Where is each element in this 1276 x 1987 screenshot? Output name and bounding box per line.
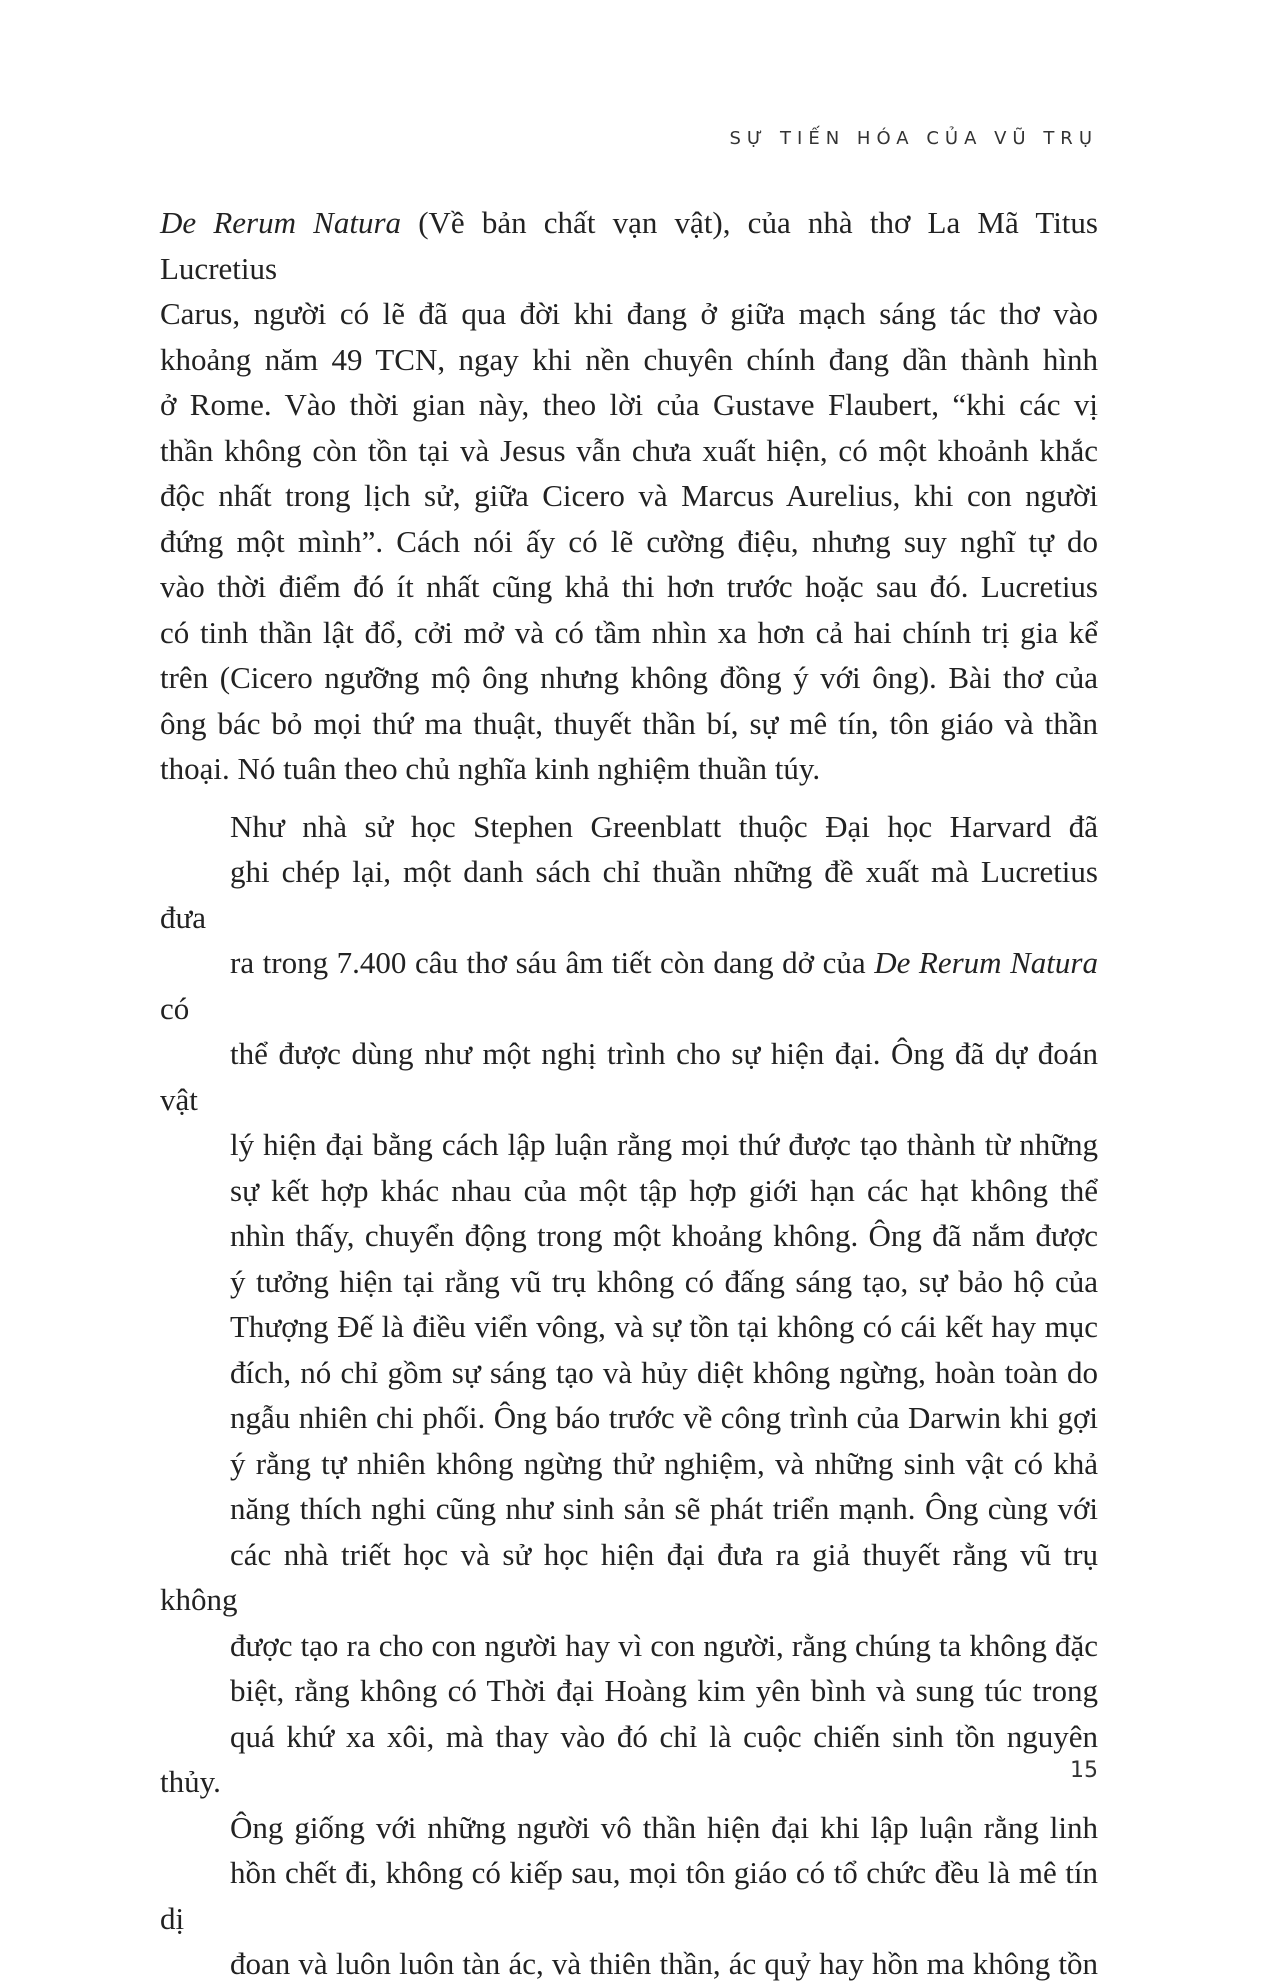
text-line: nhìn thấy, chuyển động trong một khoảng không. Ông đã nắm được xyxy=(230,1218,1098,1253)
text-line: Thượng Đế là điều viển vông, và sự tồn tại không có cái kết hay mục xyxy=(230,1309,1098,1344)
text-line: thần không còn tồn tại và Jesus vẫn chưa xuất hiện, có một khoảnh khắc xyxy=(160,432,1098,468)
text-line: ở Rome. Vào thời gian này, theo lời của Gustave Flaubert, “khi các vị xyxy=(160,387,1098,422)
text-line: độc nhất trong lịch sử, giữa Cicero và Marcus Aurelius, khi con người xyxy=(160,478,1098,513)
text-line: sự kết hợp khác nhau của một tập hợp giới hạn các hạt không thể xyxy=(230,1172,1098,1208)
running-header: SỰ TIẾN HÓA CỦA VŨ TRỤ xyxy=(729,128,1098,149)
body-text xyxy=(160,200,1098,1987)
text-line xyxy=(160,200,1098,291)
line-text: (Về bản chất vạn vật), của nhà thơ La Mã Titus Lucretius xyxy=(160,205,1098,286)
book-title: De Rerum Natura xyxy=(874,945,1098,980)
paragraph-2 xyxy=(160,804,1098,1987)
line-text: ra trong 7.400 câu thơ sáu âm tiết còn dang dở của xyxy=(230,945,875,980)
text-line: đứng một mình”. Cách nói ấy có lẽ cường điệu, nhưng suy nghĩ tự do xyxy=(160,523,1098,559)
text-line: trên (Cicero ngưỡng mộ ông nhưng không đồng ý với ông). Bài thơ của xyxy=(160,660,1098,695)
text-line: hồn chết đi, không có kiếp sau, mọi tôn giáo có tổ chức đều là mê tín dị xyxy=(160,1855,1098,1936)
text-line: đoan và luôn luôn tàn ác, và thiên thần, ác quỷ hay hồn ma không tồn xyxy=(230,1946,1098,1981)
text-line: ông bác bỏ mọi thứ ma thuật, thuyết thần bí, sự mê tín, tôn giáo và thần xyxy=(160,705,1098,741)
text-line: biệt, rằng không có Thời đại Hoàng kim yên bình và sung túc trong xyxy=(230,1673,1098,1708)
text-line: ý tưởng hiện tại rằng vũ trụ không có đấng sáng tạo, sự bảo hộ của xyxy=(230,1263,1098,1299)
text-line: đích, nó chỉ gồm sự sáng tạo và hủy diệt không ngừng, hoàn toàn do xyxy=(230,1354,1098,1390)
text-line: năng thích nghi cũng như sinh sản sẽ phát triển mạnh. Ông cùng với xyxy=(230,1491,1098,1526)
page-number: 15 xyxy=(1070,1758,1098,1783)
text-line xyxy=(160,940,1098,1031)
text-line: vào thời điểm đó ít nhất cũng khả thi hơn trước hoặc sau đó. Lucretius xyxy=(160,569,1098,604)
text-line: quá khứ xa xôi, mà thay vào đó chỉ là cuộc chiến sinh tồn nguyên thủy. xyxy=(160,1718,1098,1799)
text-line: ý rằng tự nhiên không ngừng thử nghiệm, và những sinh vật có khả xyxy=(230,1445,1098,1481)
text-line: Ông giống với những người vô thần hiện đại khi lập luận rằng linh xyxy=(230,1809,1098,1845)
paragraph-1 xyxy=(160,200,1098,792)
text-line: thể được dùng như một nghị trình cho sự hiện đại. Ông đã dự đoán vật xyxy=(160,1036,1098,1117)
text-line: Như nhà sử học Stephen Greenblatt thuộc Đại học Harvard đã xyxy=(230,808,1098,844)
text-line: có tinh thần lật đổ, cởi mở và có tầm nhìn xa hơn cả hai chính trị gia kể xyxy=(160,614,1098,650)
text-line: Carus, người có lẽ đã qua đời khi đang ở giữa mạch sáng tác thơ vào xyxy=(160,296,1098,331)
line-text: có xyxy=(160,990,190,1026)
text-line: các nhà triết học và sử học hiện đại đưa ra giả thuyết rằng vũ trụ không xyxy=(160,1536,1098,1617)
book-title: De Rerum Natura xyxy=(160,205,402,240)
text-line: ghi chép lại, một danh sách chỉ thuần những đề xuất mà Lucretius đưa xyxy=(160,854,1098,935)
text-line: được tạo ra cho con người hay vì con người, rằng chúng ta không đặc xyxy=(230,1627,1098,1663)
text-line: ngẫu nhiên chi phối. Ông báo trước về công trình của Darwin khi gợi xyxy=(230,1400,1098,1435)
text-line: lý hiện đại bằng cách lập luận rằng mọi thứ được tạo thành từ những xyxy=(230,1127,1098,1162)
text-line: thoại. Nó tuân theo chủ nghĩa kinh nghiệm thuần túy. xyxy=(160,751,821,786)
text-line: khoảng năm 49 TCN, ngay khi nền chuyên chính đang dần thành hình xyxy=(160,341,1098,377)
